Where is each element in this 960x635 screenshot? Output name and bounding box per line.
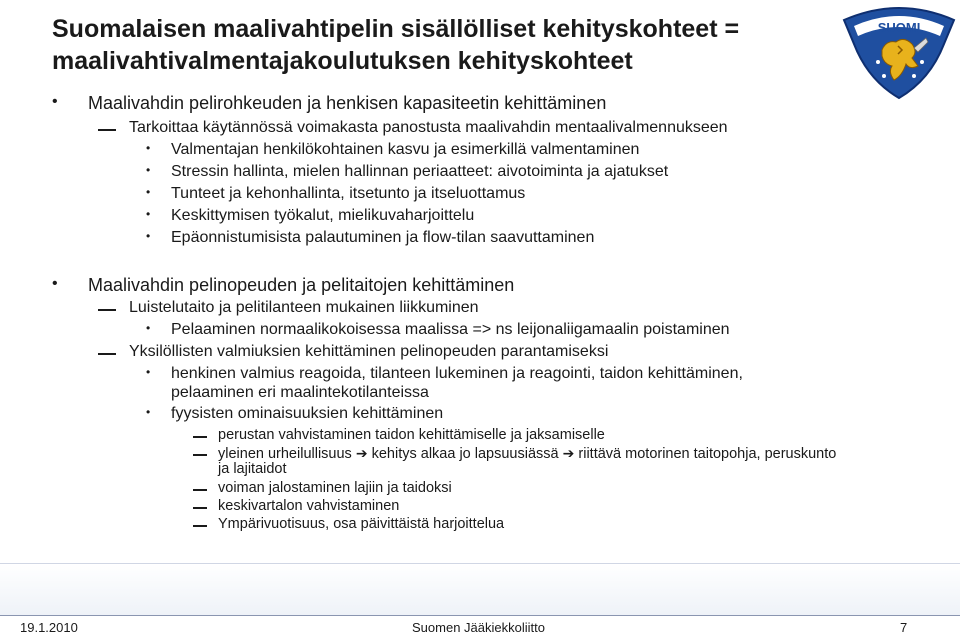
slide-title [52, 13, 842, 77]
footer-page-number: 7 [900, 620, 908, 635]
bullet-icon: • [146, 321, 151, 335]
dash-icon [193, 489, 207, 491]
dash-icon [98, 353, 116, 355]
bullet-icon: • [146, 163, 151, 177]
title-line-2: maalivahtivalmentajakoulutuksen kehityskohteet [52, 47, 633, 75]
footer-org: Suomen Jääkiekkoliitto [412, 620, 545, 635]
bullet-icon: • [146, 229, 151, 243]
bullet-icon: • [52, 93, 58, 110]
dash-icon [193, 525, 207, 527]
bullet-icon: • [52, 275, 58, 292]
bullet-icon: • [146, 185, 151, 199]
section2-sub1: Luistelutaito ja pelitilanteen mukainen liikkuminen [129, 299, 479, 316]
section2-sub2: Yksilöllisten valmiuksien kehittäminen pelinopeuden parantamiseksi [129, 343, 609, 360]
dash-icon [193, 454, 207, 456]
dash-icon [98, 129, 116, 131]
bullet-icon: • [146, 141, 151, 155]
arrow-right-icon: ➔ [562, 445, 575, 461]
bullet-icon: • [146, 365, 151, 379]
arrow-right-icon: ➔ [355, 445, 368, 461]
footer-divider [0, 615, 960, 616]
bullet-icon: • [146, 207, 151, 221]
footer-date: 19.1.2010 [20, 620, 78, 635]
dash-icon [193, 436, 207, 438]
logo-text: SUOMI [877, 20, 921, 35]
section2-heading: Maalivahdin pelinopeuden ja pelitaitojen kehittäminen [88, 275, 515, 295]
suomi-lion-logo [838, 0, 960, 100]
footer-band [0, 563, 960, 616]
section1-heading: Maalivahdin pelirohkeuden ja henkisen kapasiteetin kehittäminen [88, 93, 607, 113]
section1-sub: Tarkoittaa käytännössä voimakasta panostusta maalivahdin mentaalivalmennukseen [129, 119, 728, 136]
title-line-1: Suomalaisen maalivahtipelin sisällölliset kehityskohteet = [52, 15, 740, 43]
dash-icon [193, 507, 207, 509]
slide: Suomalaisen maalivahtipelin sisällölliset kehityskohteet = maalivahtivalmentajakoulutuksen kehityskohteet SUOMI • Maalivahdin pelirohkeuden ja henkisen kapasiteetin kehittäminen Tarkoittaa käytännössä voimakasta panostusta maalivahdin mentaalivalmennukseen • Valmentajan henkilökohtainen kasvu ja esimerkillä valmentaminen • Stressin hallinta, mielen hallinnan periaatteet: aivotoiminta ja ajatukset • Tunteet ja kehonhallinta, itsetunto ja itseluottamus • Keskittymisen työkalut, mielikuvaharjoittelu • Epäonnistumisista palautuminen ja flow-tilan saavuttaminen • Maalivahdin pelinopeuden ja pelitaitojen kehittäminen Luistelutaito ja pelitilanteen mukainen liikkuminen • Pelaaminen normaalikokoisessa maalissa => ns leijonaliigamaalin poistaminen Yksilöllisten valmiuksien kehittäminen pelinopeuden parantamiseksi • henkinen valmius reagoida, tilanteen lukeminen ja reagointi, taidon kehittäminen, pelaaminen eri maalintekotilanteissa • fyysisten ominaisuuksien kehittäminen perustan vahvistaminen taidon kehittämiselle ja jaksamiselle yleinen urheilullisuus ➔ kehitys alkaa jo lapsuusiässä ➔ riittävä motorinen taitopohja, peruskunto ja lajitaidot voiman jalostaminen lajiin ja taidoksi keskivartalon vahvistaminen Ympärivuotisuus, osa päivittäistä harjoittelua 19.1.2010 Suomen Jääkiekkoliitto 7 [0, 0, 960, 634]
dash-icon [98, 309, 116, 311]
bullet-icon: • [146, 405, 151, 419]
